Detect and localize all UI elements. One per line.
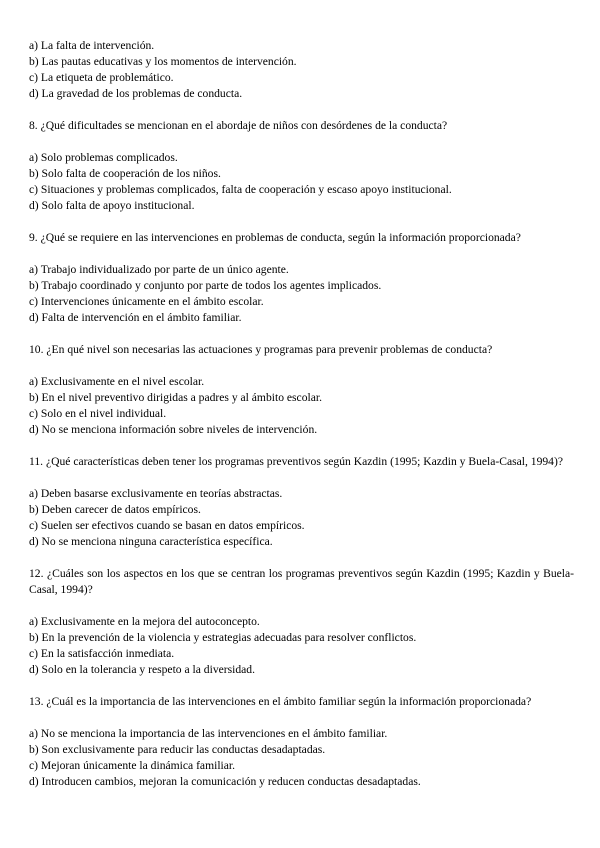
option-12d: d) Solo en la tolerancia y respeto a la diversidad. [29, 663, 255, 676]
option-13c: c) Mejoran únicamente la dinámica familiar. [29, 759, 236, 772]
option-8b: b) Solo falta de cooperación de los niños. [29, 167, 221, 180]
question-13-text: 13. ¿Cuál es la importancia de las intervenciones en el ámbito familiar según la información proporcionada? [29, 695, 532, 708]
option-11c: c) Suelen ser efectivos cuando se basan en datos empíricos. [29, 519, 305, 532]
option-10c: c) Solo en el nivel individual. [29, 407, 167, 420]
option-7d: d) La gravedad de los problemas de conducta. [29, 87, 243, 100]
option-9b: b) Trabajo coordinado y conjunto por parte de todos los agentes implicados. [29, 279, 382, 292]
document-page [29, 38, 574, 790]
option-13a: a) No se menciona la importancia de las intervenciones en el ámbito familiar. [29, 727, 388, 740]
option-7a: a) La falta de intervención. [29, 39, 155, 52]
option-9c: c) Intervenciones únicamente en el ámbito escolar. [29, 295, 264, 308]
question-13-block [29, 694, 574, 790]
option-12c: c) En la satisfacción inmediata. [29, 647, 175, 660]
question-10-block [29, 342, 574, 438]
option-10d: d) No se menciona información sobre niveles de intervención. [29, 423, 318, 436]
question-9-block [29, 230, 574, 326]
option-13d: d) Introducen cambios, mejoran la comunicación y reducen conductas desadaptadas. [29, 775, 421, 788]
option-9a: a) Trabajo individualizado por parte de un único agente. [29, 263, 289, 276]
option-12a: a) Exclusivamente en la mejora del autoconcepto. [29, 615, 260, 628]
question-12-block [29, 566, 574, 678]
option-7b: b) Las pautas educativas y los momentos de intervención. [29, 55, 297, 68]
question-9-text: 9. ¿Qué se requiere en las intervenciones en problemas de conducta, según la información proporcionada? [29, 231, 521, 244]
option-11b: b) Deben carecer de datos empíricos. [29, 503, 201, 516]
option-8a: a) Solo problemas complicados. [29, 151, 178, 164]
question-11-text: 11. ¿Qué características deben tener los programas preventivos según Kazdin (1995; Kazdin y Buela-Casal, 1994)? [29, 455, 563, 468]
question-8-text: 8. ¿Qué dificultades se mencionan en el abordaje de niños con desórdenes de la conducta? [29, 119, 448, 132]
option-10b: b) En el nivel preventivo dirigidas a padres y al ámbito escolar. [29, 391, 322, 404]
option-9d: d) Falta de intervención en el ámbito familiar. [29, 311, 242, 324]
option-11a: a) Deben basarse exclusivamente en teorías abstractas. [29, 487, 283, 500]
option-8d: d) Solo falta de apoyo institucional. [29, 199, 195, 212]
option-7c: c) La etiqueta de problemático. [29, 71, 174, 84]
question-11-block [29, 454, 574, 550]
option-8c: c) Situaciones y problemas complicados, falta de cooperación y escaso apoyo institucional. [29, 183, 452, 196]
option-11d: d) No se menciona ninguna característica específica. [29, 535, 273, 548]
question-7-options [29, 38, 574, 102]
question-8-block [29, 118, 574, 214]
question-12-text: 12. ¿Cuáles son los aspectos en los que se centran los programas preventivos según Kazdin (1995; Kazdin y Buela-Casal, 1994)? [29, 567, 574, 596]
option-10a: a) Exclusivamente en el nivel escolar. [29, 375, 205, 388]
option-13b: b) Son exclusivamente para reducir las conductas desadaptadas. [29, 743, 326, 756]
option-12b: b) En la prevención de la violencia y estrategias adecuadas para resolver conflictos. [29, 631, 417, 644]
question-10-text: 10. ¿En qué nivel son necesarias las actuaciones y programas para prevenir problemas de conducta? [29, 343, 493, 356]
